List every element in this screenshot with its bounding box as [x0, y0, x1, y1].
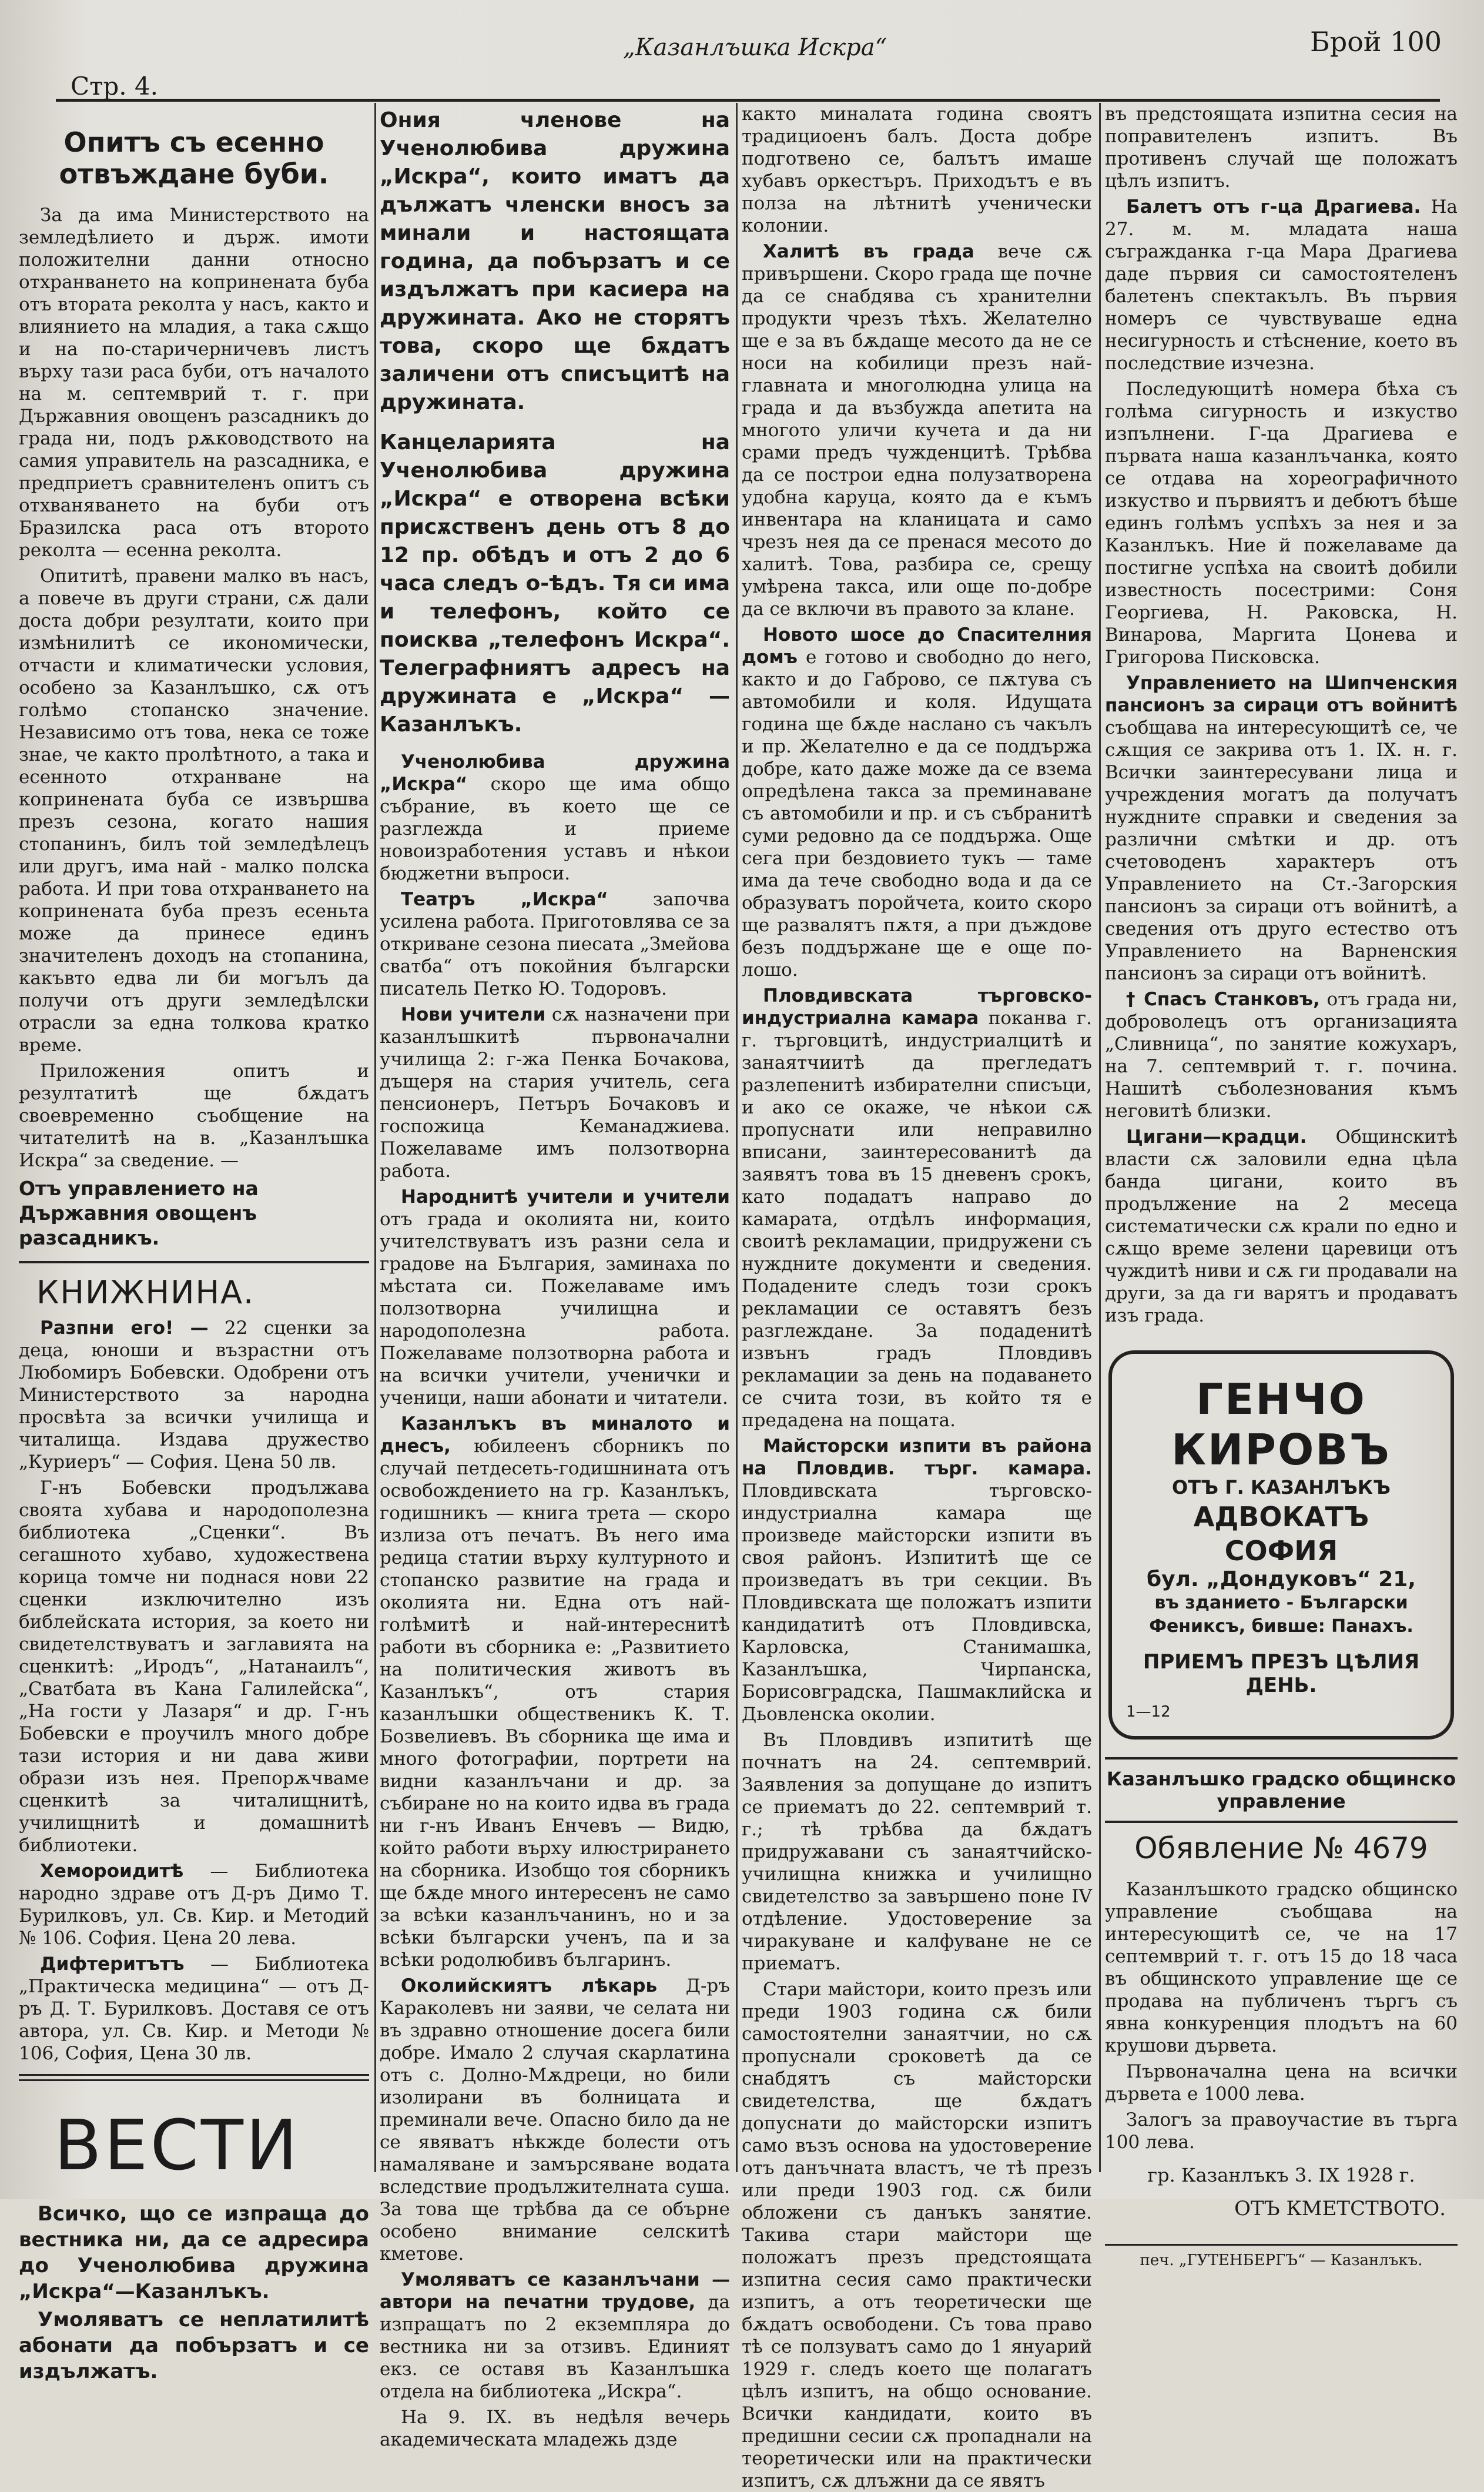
news-item-title: Новото шосе до Спасителния домъ — [742, 624, 1092, 668]
book-text: — Библиотека народно здраве отъ Д-ръ Димо Т. Бурилковъ, ул. Св. Кир. и Методий № 106. София. Цена 20 лева. — [19, 1861, 369, 1949]
section-heading-news: ВЕСТИ — [54, 2105, 300, 2186]
news-item-text: Общинскитѣ власти сѫ заловили една цѣла банда цигани, които въ продължение на 2 месеца систематически сѫ крали по едно и сѫщо време зелени царевици отъ чуждитѣ ниви и сѫ ги продавали на други, за да ги варятъ и продаватъ изъ града. — [1105, 1126, 1458, 1326]
section-heading-books: КНИЖНИНА. — [36, 1274, 255, 1311]
news-item-title: Народнитѣ учители и учители — [401, 1186, 730, 1207]
masthead-rule — [56, 99, 1440, 102]
column-divider — [374, 103, 376, 2172]
news-item — [380, 1975, 730, 2265]
news-item-text: вече сѫ привършени. Скоро града ще почне да се снабдява съ хранителни продукти чрезъ тѣхъ. Желателно ще е за въ бѫдаще месото да не се носи на кобилици презъ най-главната и многолюдна улица на града и да възбужда апетита на многото уличи кучета и да ни срами предъ чужденцитѣ. Трѣбва да се построи една полузатворена удобна каруца, която да е къмъ инвентара на кланицата и само чрезъ нея да се пренася месото до халитѣ. Това, разбира се, срещу умѣрена такса, или още по-добре да се включи въ правото за клане. — [742, 241, 1093, 620]
ad-hours: ПРИЕМЪ ПРЕЗЪ ЦѢЛИЯ ДЕНЬ. — [1143, 1650, 1420, 1697]
book-notice: Г-нъ Бобевски продължава своята хубава и народополезна библиотека „Сценки“. Въ сегашното хубаво, художествена корица томче ни поднася нови 22 сценки изключително изъ библейската история, за което ни свидетелствуватъ и заглавията на сценкитѣ: „Иродъ“, „Натанаилъ“, „Сватбата въ Кана Галилейска“, „На гости у Лазаря“ и др. Г-нъ Бобевски е проучилъ много добре тази история и ни дава живи образи изъ нея. Препорѫчваме сценкитѣ за читалищнитѣ, училищнитѣ и домашнитѣ библиотеки. — [19, 1477, 369, 1856]
news-item: Стари майстори, които презъ или преди 1903 година сѫ били самостоятелни занаятчии, но сѫ пропуснали сроковетѣ да се снабдятъ съ майсторски свидетелства, ще бѫдатъ допуснати до майсторски изпитъ само възъ основа на удостоверение отъ данъчната властъ, че тѣ презъ или преди 1903 год. сѫ били обложени съ данъкъ занятие. Такива стари майстори ще положатъ презъ предстоящата изпитна сесия само практически изпитъ, а отъ теоретически ще бѫдатъ освободени. Съ това право тѣ се ползуватъ само до 1 януарий 1929 г. следъ което ще полагатъ цѣлъ изпитъ, на общо основание. Всички кандидати, които въ предишни сесии сѫ пропаднали на теоретически или на практически изпитъ, сѫ длъжни да се явятъ — [742, 1979, 1092, 2491]
news-item — [380, 1186, 730, 1409]
bold-notice: Канцеларията на Ученолюбива дружина „Искра“ е отворена всѣки присѫственъ день отъ 8 до 12 пр. обѣдъ и отъ 2 до 6 часа следъ о-ѣдъ. Тя си има и телефонъ, който се поисква „телефонъ Искра“. Телеграфниятъ адресъ на дружината е „Искра“ — Казанлъкъ. — [380, 430, 730, 737]
news-item-text: да изпращатъ по 2 екземпляра до вестника ни за отзивъ. Единият екз. се оставя въ Казанлъшка отдела на библиотека „Искра“. — [380, 2292, 730, 2402]
news-item — [742, 240, 1092, 620]
news-item — [1105, 1126, 1458, 1327]
news-item-title: Майсторски изпити въ района на Пловдив. търг. камара. — [742, 1436, 1092, 1479]
ad-address: Фениксъ, бивше: Панахъ. — [1149, 1616, 1413, 1637]
news-item — [380, 2269, 730, 2403]
book-title: Хемороидитѣ — [40, 1861, 184, 1882]
book-notice — [19, 1317, 369, 1473]
column-divider — [736, 103, 738, 2172]
news-item-text: е готово и свободно до него, както и до Габрово, се пѫтува съ автомобили и коля. Идущата година ще бѫде наслано съ чакълъ и пр. Желателно е да се поддържа добре, като даже може да се взема опредѣлена такса за преминаване съ автомобили и пр. и съ събранитѣ суми редовно да се поддържа. Още сега при бездовието тукъ — таме има да тече свободно вода и да се образуватъ поройчета, които скоро ще развалятъ пѫтя, а при дъждове безъ поддържане ще е още по-лошо. — [742, 647, 1092, 981]
ad-address: въ зданието - Български — [1154, 1593, 1408, 1613]
news-item-title: Цигани—крадци. — [1126, 1126, 1307, 1148]
news-item: както миналата година своятъ традициоенъ балъ. Доста добре подготвено се, балътъ имаше хубавъ оркестъръ. Приходътъ е въ полза на лѣтнитѣ ученически колонии. — [742, 103, 1092, 236]
news-item-title: Пловдивската търговско-индустриална камара — [742, 985, 1092, 1029]
news-item-text: Пловдивската търговско-индустриална камара ще произведе майсторски изпити въ своя районъ. Изпититѣ ще се произведатъ въ три секции. Въ Пловдивската ще положатъ изпити кандидатитѣ отъ Пловдивска, Карловска, Станимашка, Казанлъшка, Чирпанска, Борисовградска, Пашмаклийска и Дьовленска околии. — [742, 1480, 1092, 1725]
news-item — [380, 888, 730, 1000]
bold-notice: Ония членове на Ученолюбива дружина „Искра“, които иматъ да дължатъ членски вносъ за минали и настоящата година, да побързатъ и се издължатъ при касиера на дружината. Ако не сторятъ това, скоро ще бѫдатъ заличени отъ списъцитѣ на дружината. — [380, 108, 730, 414]
news-item-text: юбилеенъ сборникъ по случай петдесеть-годишнината отъ освобождението на гр. Казанлъкъ, годишникъ — книга трета — скоро излиза отъ печатъ. Въ него има редица статии върху културното и стопанско развитие на града и околията ни. Една отъ най-голѣмитѣ и най-интереснитѣ работи въ сборника е: „Развитието на политическия животъ въ Казанлъкъ“, отъ стария казанлъшки общественикъ К. Т. Бозвелиевъ. Въ сборника ще има и много фотографии, портрети на видни казанлъчани и др. за събиране но на които идва въ града ни г-нъ Иванъ Енчевъ — Видю, който работи върху илюстрирането на сборника. Изобщо тоя сборникъ ще бѫде много интересенъ не само за всѣки казанлъчанинъ, но и за всѣки български ученъ, па и за всѣки родолюбивъ българинъ. — [380, 1436, 730, 1971]
news-item-title: † Спасъ Станковъ, — [1126, 989, 1320, 1010]
news-item — [742, 624, 1092, 981]
announcement-date: гр. Казанлъкъ 3. IX 1928 г. — [1147, 2164, 1415, 2186]
news-notice: Всичко, що се изпраща до вестника ни, да се адресира до Ученолюбива дружина „Искра“—Казанлъкъ. — [19, 2202, 369, 2303]
news-item-text: започва усилена работа. Приготовлява се за откриване сезона пиесата „Змейова сватба“ отъ покойния български писатель Петко Ю. Тодоровъ. — [380, 889, 730, 999]
news-item-title: Умоляватъ се казанлъчани — автори на печатни трудове, — [380, 2269, 730, 2313]
book-title: Дифтеритътъ — [40, 1954, 185, 1975]
news-item — [742, 1435, 1092, 1725]
news-notice: Умоляватъ се неплатилитѣ абонати да побързатъ и се издължатъ. — [19, 2308, 369, 2383]
news-item: Въ Пловдивъ изпититѣ ще почнатъ на 24. септемврий. Заявления за допущане до изпитъ се приематъ до 22. септемврий т. г.; тѣ трѣбва да бѫдатъ придружавани съ занаятчийско-училищна книжка и училищно свидетелство за завършено поне IV отдѣление. Удостоверение за чиракуване и калфуване не се приематъ. — [742, 1730, 1092, 1974]
announcement-text: Залогъ за правоучастие въ търга 100 лева. — [1105, 2109, 1458, 2153]
news-item — [1105, 196, 1458, 374]
divider — [19, 1261, 369, 1263]
news-item-title: Халитѣ въ града — [763, 241, 974, 262]
news-item-text: съобщава на интересующитѣ се, че сѫщия се закрива отъ 1. IX. н. г. Всички заинтересувани лица и учреждения могатъ да получатъ нуждните справки и сведения за различни смѣтки и др. отъ счетоводенъ характеръ отъ Управлението на Ст.-Загорския пансионъ за сираци отъ войнитѣ, а сведения отъ друго естество отъ Управлението на Варненския пансионъ за сираци отъ войнитѣ. — [1105, 717, 1458, 984]
news-item-title: Казанлъкъ въ миналото и днесъ, — [380, 1413, 730, 1457]
news-item: Последующитѣ номера бѣха съ голѣма сигурность и изкуство изпълнени. Г-ца Драгиева е първата наша казанлъчанка, която се отдава на хореографичното изкуство и първиятъ и дебютъ бѣше единъ голѣмъ успѣхъ за нея и за Казанлъкъ. Ние й пожелаваме да постигне успѣха на своитѣ добили известность посестрими: Соня Георгиева, Н. Раковска, Н. Винарова, Маргита Цонева и Григорова Писковска. — [1105, 379, 1458, 668]
column-1 — [19, 103, 370, 2383]
news-item: На 9. IX. въ недѣля вечерь академическата младежь дзде — [380, 2407, 730, 2450]
municipality-banner: Казанлъшко градско общинско управление — [1105, 1757, 1458, 1823]
news-item — [1105, 672, 1458, 985]
ad-profession: АДВОКАТЪ — [1193, 1501, 1369, 1533]
announcement-text: Първоначална цена на всички дървета е 1000 лева. — [1105, 2061, 1458, 2105]
book-notice — [19, 1860, 369, 1949]
news-item-title: Театръ „Искра“ — [401, 889, 608, 910]
article-paragraph: За да има Министерството на земледѣлието и държ. имоти положителни данни относно отхранването на копринената буба отъ втората реколта у насъ, както и влиянието на младия, а така сѫщо и на по-старичерничевъ листъ върху тази раса буби, отъ началото на м. септемврий т. г. при Държавния овощенъ разсадникъ до града ни, подъ рѫководството на самия управитель на разсадника, е предприетъ сравнителенъ опитъ съ отхваняването на буби отъ Бразилска раса отъ второто реколта — есенна реколта. — [19, 205, 369, 561]
news-item-title: Ученолюбива дружина „Искра“ — [380, 751, 730, 795]
news-item-text: На 27. м. м. младата наша съгражданка г-ца Мара Драгиева даде първия си самостоятеленъ балетенъ спектакълъ. Въ първия номеръ се чувствуваше една несигурность и стѣснение, което въ последствие изчезна. — [1105, 196, 1458, 374]
news-item — [380, 1004, 730, 1182]
ad-city: СОФИЯ — [1224, 1535, 1338, 1567]
column-divider — [1099, 103, 1101, 2172]
article-headline: Опитъ съ есенно отвъждане буби. — [59, 126, 329, 190]
book-text: 22 сценки за деца, юноши и възрастни отъ Любомиръ Бобевски. Одобрени отъ Министерството за народна просвѣта за всички училища и читалища. Издава дружество „Куриеръ“ — София. Цена 50 лв. — [19, 1317, 370, 1473]
news-item-title: Нови учители — [401, 1004, 546, 1025]
ad-name: ГЕНЧО КИРОВЪ — [1171, 1374, 1391, 1474]
announcement-text: Казанлъшкото градско общинско управление съобщава на интересующитѣ се, че на 17 септемврий т. г. отъ 15 до 18 часа въ общинското управление ще се продава на публиченъ търгъ съ явна конкуренция плодътъ на 60 крушови дървета. — [1105, 1879, 1458, 2056]
column-2 — [380, 103, 730, 2450]
news-item-title: Околийскиятъ лѣкарь — [401, 1975, 658, 1996]
news-item-text: Д-ръ Караколевъ ни заяви, че селата ни въ здравно отношение досега били добре. Имало 2 случая скарлатина отъ с. Долно-Мѫдреци, но били изолирани въ болницата и преминали вече. Опасно било да не се явяватъ нѣкжде болести отъ намаляване и замърсяване водата вследствие продължителната суша. За това ще трѣбва да се обърне особено внимание селскитѣ кметове. — [380, 1975, 730, 2264]
issue-number: Брой 100 — [1309, 26, 1442, 58]
article-paragraph: Приложения опитъ и резултатитѣ ще бѫдатъ своевременно съобщение на читателитѣ на в. „Казанлъшка Искра“ за сведение. — — [19, 1061, 369, 1171]
announcement-signature: ОТЪ КМЕТСТВОТО. — [1234, 2197, 1446, 2220]
news-item-text: отъ града и околията ни, които учителствуватъ изъ разни села и градове на България, заминаха по мѣстата си. Пожелаваме имъ ползотворна училищна и народополезна работа. Пожелаваме ползотворна работа и на всички учители, ученички и ученици, наши абонати и читатели. — [380, 1209, 730, 1409]
news-item-text: сѫ назначени при казанлъшкитѣ първоначални училища 2: г-жа Пенка Бочакова, дъщеря на стария учитель, сега пенсионеръ, Петъръ Бочаковъ и госпожица Кеманаджиева. Пожелаваме имъ ползотворна работа. — [380, 1004, 730, 1182]
news-item-text: скоро ще има общо събрание, въ което ще се разглежда и приеме новоизработения уставъ и нѣкои бюджетни въпроси. — [380, 774, 730, 884]
news-item-title: Балетъ отъ г-ца Драгиева. — [1126, 196, 1421, 218]
announcement-title: Обявление № 4679 — [1134, 1831, 1428, 1865]
book-notice — [19, 1953, 369, 2065]
column-3 — [742, 103, 1093, 2491]
lawyer-advertisement — [1108, 1350, 1454, 1740]
article-signature: Отъ управлението на Държавния овощенъ разсадникъ. — [19, 1177, 259, 1249]
divider — [19, 2074, 369, 2081]
news-item-title: Управлението на Шипченския пансионъ за сираци отъ войнитѣ — [1105, 673, 1458, 716]
printer-imprint: печ. „ГУТЕНБЕРГЪ“ — Казанлъкъ. — [1105, 2244, 1458, 2269]
masthead — [0, 24, 1484, 101]
ad-code: 1—12 — [1126, 1703, 1171, 1721]
news-item: въ предстоящата изпитна сесия на поправителенъ изпитъ. Въ противенъ случай ще положатъ цѣлъ изпитъ. — [1105, 103, 1458, 192]
book-title: Разпни его! — — [40, 1317, 209, 1339]
book-text: — Библиотека „Практическа медицина“ — отъ Д-ръ Д. Т. Бурилковъ. Доставя се отъ автора, ул. Св. Кир. и Методи № 106, София, Цена 30 лв. — [19, 1954, 369, 2064]
article-paragraph: Опититѣ, правени малко въ насъ, а повече въ други страни, сѫ дали доста добри резултати, които при измѣнилитѣ се икономически, отчасти и климатически условия, особено за Казанлъшко, сѫ отъ голѣмо стопанско значение. Независимо отъ това, нека се тоже знае, че както пролѣтното, а така и есенното отхранване на копринената буба се извършва презъ сезона, когато нашия стопанинъ, билъ той земледѣлецъ или другъ, има най - малко полска работа. И при това отхранването на копринената буба презъ есеньта може да принесе единъ значителенъ доходъ на стопанина, какъвто едва ли би могълъ да получи отъ други земледѣлски отрасли за една толкова кратко време. — [19, 566, 369, 1056]
newspaper-title: „Казанлъшка Искра“ — [623, 34, 887, 61]
news-item — [380, 751, 730, 885]
news-item-text: отъ града ни, доброволецъ отъ организацията „Сливница“, по занятие кожухаръ, на 7. септемврий т. г. почина. Нашитѣ съболезнования къмъ неговитѣ близки. — [1105, 989, 1458, 1122]
news-item — [1105, 988, 1458, 1122]
column-4 — [1105, 103, 1458, 2269]
ad-origin: ОТЪ Г. КАЗАНЛЪКЪ — [1172, 1476, 1391, 1498]
ad-address: бул. „Дондуковъ“ 21, — [1146, 1567, 1416, 1591]
page-number: Стр. 4. — [71, 72, 159, 101]
news-item — [742, 985, 1092, 1431]
news-item — [380, 1413, 730, 1971]
news-item-text: поканва г. г. търговцитѣ, индустриалцитѣ и занаятчиитѣ да прегледатъ разлепенитѣ избирателни списъци, и ако се окаже, че нѣкои сѫ пропуснати или неправилно вписани, заинтересованитѣ да заявятъ това въ 15 дневенъ срокъ, като подадатъ направо до камарата, отдѣлъ информация, своитѣ рекламации, придружени съ нуждните документи и сведения. Подадените следъ този срокъ рекламации се оставятъ безъ разглеждане. За подаденитѣ извънъ градъ Пловдивъ рекламации за день на подаването се счита този, въ който тя е предадена на пощата. — [742, 1008, 1092, 1431]
